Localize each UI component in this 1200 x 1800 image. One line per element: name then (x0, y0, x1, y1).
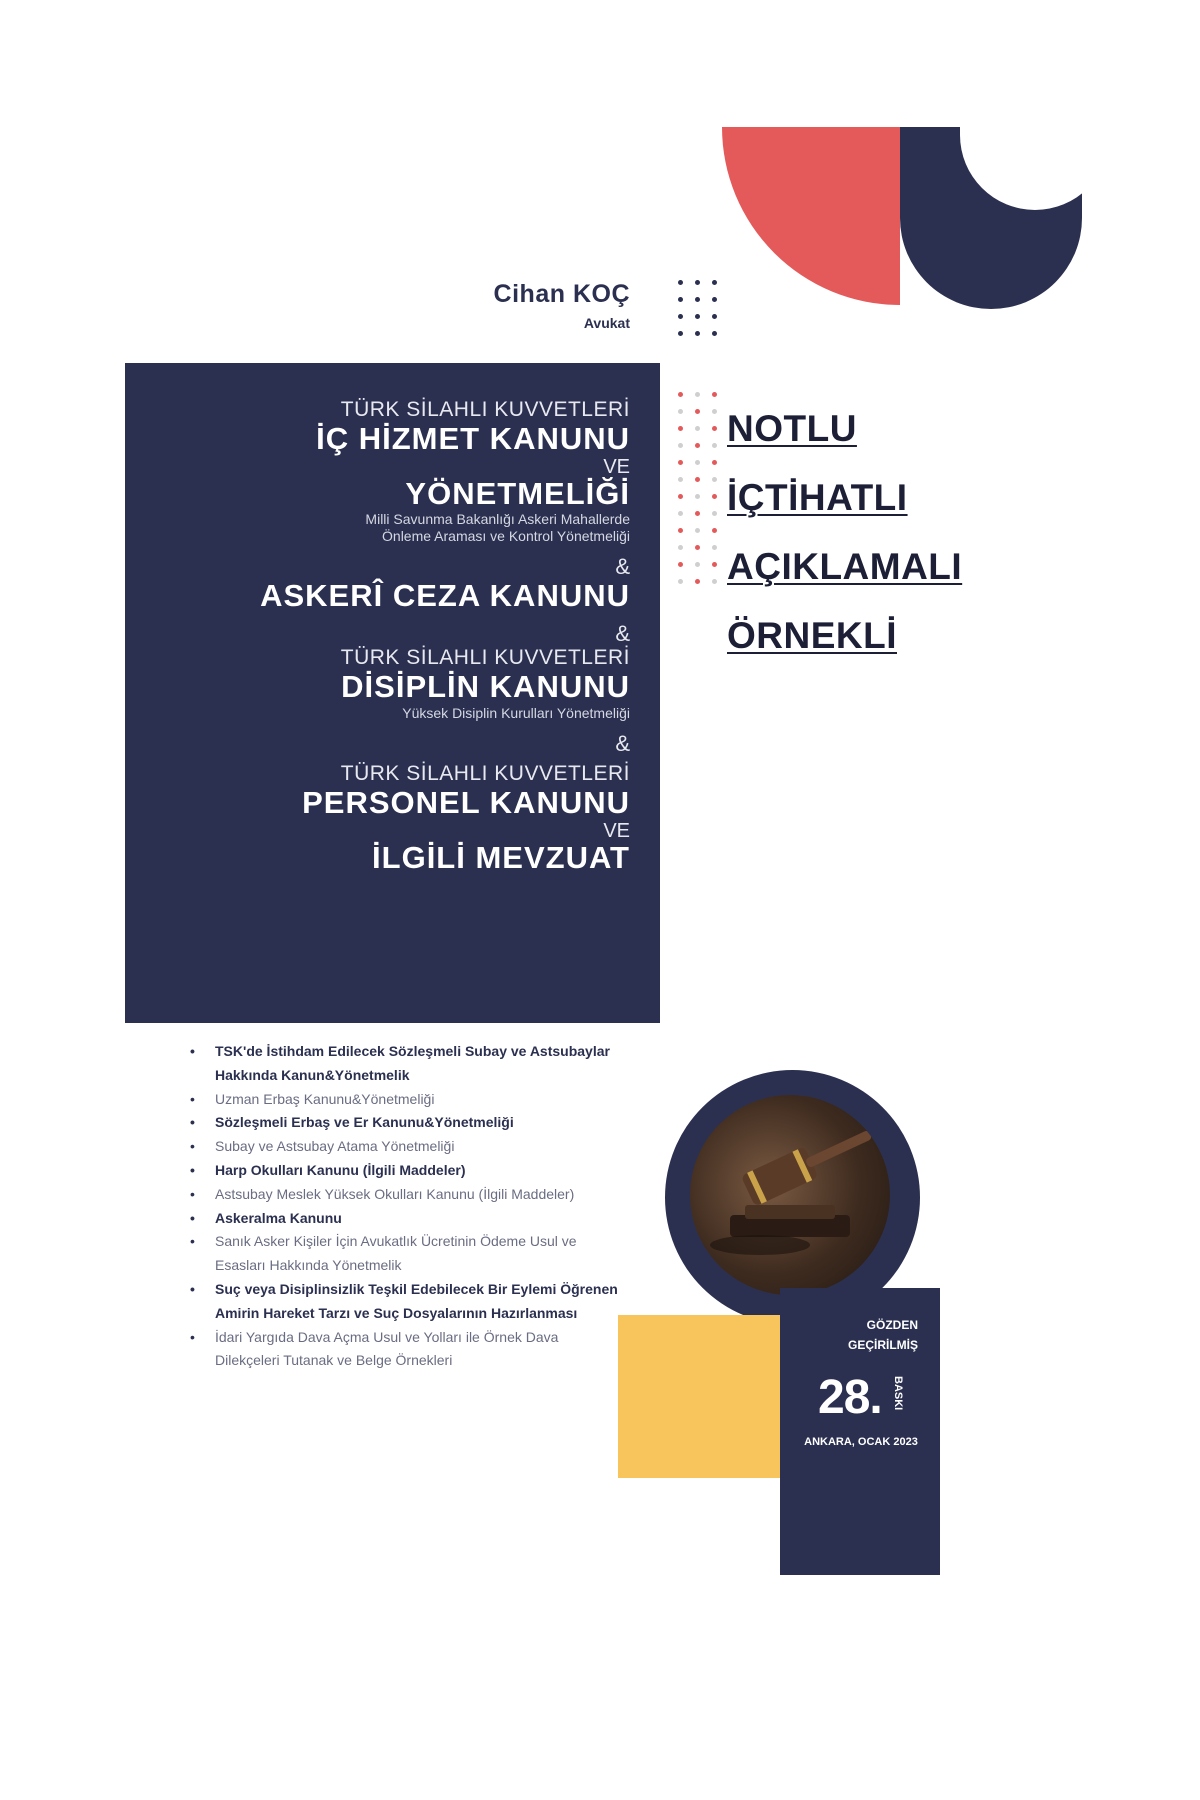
author-title: Avukat (583, 315, 630, 331)
title-ve: VE (603, 819, 630, 842)
gavel-image (690, 1095, 890, 1295)
edition-label-gecirilmis: GEÇİRİLMİŞ (847, 1338, 918, 1352)
title-personel: PERSONEL KANUNU (302, 784, 630, 820)
title-note: Önleme Araması ve Kontrol Yönetmeliği (382, 528, 630, 545)
decorative-red-shape (722, 127, 900, 305)
feature-aciklamali: AÇIKLAMALI (727, 546, 963, 587)
title-yonetmeligi: YÖNETMELİĞİ (405, 475, 630, 511)
title-note: Milli Savunma Bakanlığı Askeri Mahallerde (365, 511, 630, 528)
list-item: • Subay ve Astsubay Atama Yönetmeliği (190, 1135, 620, 1159)
list-item: • Harp Okulları Kanunu (İlgili Maddeler) (190, 1159, 620, 1183)
list-item: • TSK'de İstihdam Edilecek Sözleşmeli Subay ve Astsubaylar Hakkında Kanun&Yönetmelik (190, 1040, 620, 1088)
title-ve: VE (603, 455, 630, 478)
gavel-icon (690, 1095, 890, 1295)
feature-notlu: NOTLU (727, 408, 857, 449)
decorative-dots-red (678, 392, 717, 584)
title-ampersand: & (615, 730, 630, 756)
edition-baski: BASKI (892, 1376, 904, 1411)
edition-date: ANKARA, OCAK 2023 (804, 1436, 918, 1448)
title-subheading: TÜRK SİLAHLI KUVVETLERİ (340, 646, 630, 670)
list-item: • Suç veya Disiplinsizlik Teşkil Edebilecek Bir Eylemi Öğrenen Amirin Hareket Tarzı ve Suç Dosyalarının Hazırlanması (190, 1278, 620, 1326)
edition-number: 28. (818, 1371, 882, 1424)
title-ampersand: & (615, 620, 630, 646)
list-item: • Askeralma Kanunu (190, 1207, 620, 1231)
title-ilgili-mevzuat: İLGİLİ MEVZUAT (372, 839, 630, 875)
list-item: • Sanık Asker Kişiler İçin Avukatlık Ücretinin Ödeme Usul ve Esasları Hakkında Yönetmelik (190, 1230, 620, 1278)
title-subheading: TÜRK SİLAHLI KUVVETLERİ (340, 398, 630, 421)
list-item: • Astsubay Meslek Yüksek Okulları Kanunu (İlgili Maddeler) (190, 1183, 620, 1207)
feature-ornekli: ÖRNEKLİ (727, 615, 897, 656)
title-note: Yüksek Disiplin Kurulları Yönetmeliği (402, 704, 630, 721)
edition-label-gozden: GÖZDEN (866, 1318, 918, 1332)
list-item: • İdari Yargıda Dava Açma Usul ve Yolları ile Örnek Dava Dilekçeleri Tutanak ve Belge Örnekleri (190, 1326, 620, 1374)
edition-box (780, 1288, 940, 1575)
author-block (494, 280, 630, 331)
contents-list (190, 1040, 620, 1373)
title-block (125, 363, 660, 1023)
feature-ictihatli: İÇTİHATLI (727, 477, 908, 518)
title-ic-hizmet: İÇ HİZMET KANUNU (316, 421, 630, 456)
title-disiplin: DİSİPLİN KANUNU (341, 669, 630, 705)
title-subheading: TÜRK SİLAHLI KUVVETLERİ (340, 761, 630, 785)
title-ampersand: & (615, 554, 630, 580)
author-name: Cihan KOÇ (493, 280, 630, 308)
list-item: • Uzman Erbaş Kanunu&Yönetmeliği (190, 1088, 620, 1112)
list-item: • Sözleşmeli Erbaş ve Er Kanunu&Yönetmeliği (190, 1111, 620, 1135)
title-askeri-ceza: ASKERÎ CEZA KANUNU (260, 578, 630, 614)
features-list (727, 408, 962, 684)
decorative-dots-black (678, 280, 717, 336)
